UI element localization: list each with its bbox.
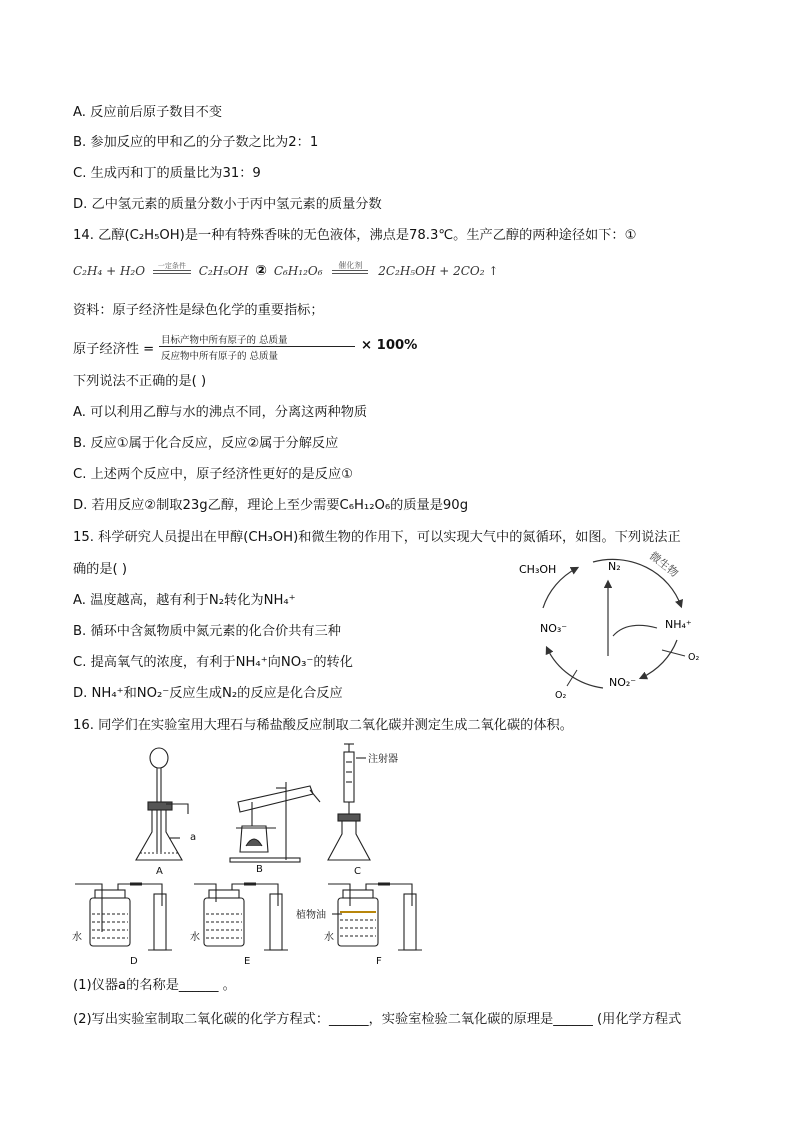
q14-equations <box>73 262 498 280</box>
label-water-f: 水 <box>324 932 334 943</box>
equation-2-products: 2C₂H₅OH + 2CO₂ ↑ <box>378 264 499 278</box>
apparatus-f <box>328 884 422 950</box>
q14-stem: 14. 乙醇(C₂H₅OH)是一种有特殊香味的无色液体，沸点是78.3℃。生产乙醇的两种途径如下：① <box>73 228 637 243</box>
n2-label: N₂ <box>608 560 621 573</box>
label-E: E <box>244 956 251 967</box>
label-vegetable-oil: 植物油 <box>296 910 326 921</box>
apparatus-c <box>328 744 370 860</box>
condition-1-label: 一定条件 <box>157 261 186 270</box>
label-water-d: 水 <box>72 932 82 943</box>
formula-lhs: 原子经济性 = <box>73 342 155 357</box>
q14-option-b: B. 反应①属于化合反应，反应②属于分解反应 <box>73 436 339 451</box>
q15-option-b: B. 循环中含氮物质中氮元素的化合价共有三种 <box>73 624 341 639</box>
equation-1-product: C₂H₅OH <box>198 264 249 278</box>
q14-info: 资料：原子经济性是绿色化学的重要指标； <box>73 303 324 318</box>
q15-stem-line2: 确的是( ) <box>73 562 128 577</box>
q13-option-c: C. 生成丙和丁的质量比为31：9 <box>73 166 261 181</box>
o2-right-line <box>662 650 685 656</box>
q16-sub2: (2)写出实验室制取二氧化碳的化学方程式：______，实验室检验二氧化碳的原理是______ (用化学方程式 <box>73 1012 682 1027</box>
q14-option-a: A. 可以利用乙醇与水的沸点不同，分离这两种物质 <box>73 405 368 420</box>
q16-stem: 16. 同学们在实验室用大理石与稀盐酸反应制取二氧化碳并测定生成二氧化碳的体积。 <box>73 718 573 733</box>
q14-question: 下列说法不正确的是( ) <box>73 374 207 389</box>
reaction-2-marker: ② <box>255 263 267 279</box>
apparatus-a <box>136 748 188 860</box>
label-C: C <box>354 866 361 877</box>
label-a-instrument: a <box>190 832 197 843</box>
q13-option-a: A. 反应前后原子数目不变 <box>73 105 223 120</box>
o2-bottom-line <box>567 670 577 686</box>
equation-1-reactants: C₂H₄ + H₂O <box>73 264 146 278</box>
label-A: A <box>156 866 163 877</box>
no3-label: NO₃⁻ <box>540 622 568 635</box>
nh4-label: NH₄⁺ <box>665 618 692 631</box>
q14-option-d: D. 若用反应②制取23g乙醇，理论上至少需要C₆H₁₂O₆的质量是90g <box>73 498 469 513</box>
formula-numerator: 目标产物中所有原子的 总质量 <box>161 335 288 346</box>
label-D: D <box>130 956 138 967</box>
condition-2-label: 催化剂 <box>338 260 363 270</box>
label-B: B <box>256 864 263 875</box>
apparatus-figure <box>70 742 480 968</box>
apparatus-d <box>75 884 172 950</box>
nh4-branch-line <box>613 625 657 636</box>
q15-option-a: A. 温度越高，越有利于N₂转化为NH₄⁺ <box>73 593 296 608</box>
label-syringe: 注射器 <box>368 754 398 765</box>
nitrogen-cycle-diagram <box>505 548 727 708</box>
apparatus-b <box>230 782 320 862</box>
ch3oh-label: CH₃OH <box>519 563 557 576</box>
apparatus-e <box>194 884 288 950</box>
q15-option-c: C. 提高氧气的浓度，有利于NH₄⁺向NO₃⁻的转化 <box>73 655 353 670</box>
microbe-label: 微生物 <box>646 549 681 580</box>
equation-2-reactant: C₆H₁₂O₆ <box>273 264 323 278</box>
o2-right-label: O₂ <box>688 652 700 663</box>
q13-option-b: B. 参加反应的甲和乙的分子数之比为2：1 <box>73 135 319 150</box>
o2-bottom-label: O₂ <box>555 690 567 701</box>
q13-option-d: D. 乙中氢元素的质量分数小于丙中氢元素的质量分数 <box>73 197 382 212</box>
label-water-e: 水 <box>190 932 200 943</box>
q14-option-c: C. 上述两个反应中，原子经济性更好的是反应① <box>73 467 353 482</box>
fraction-bar <box>159 346 355 347</box>
no2-label: NO₂⁻ <box>609 676 637 689</box>
label-F: F <box>376 956 382 967</box>
arc-nh4-to-no2 <box>641 640 677 678</box>
q15-stem-line1: 15. 科学研究人员提出在甲醇(CH₃OH)和微生物的作用下，可以实现大气中的氮循环，如图。下列说法正 <box>73 530 681 545</box>
q15-option-d: D. NH₄⁺和NO₂⁻反应生成N₂的反应是化合反应 <box>73 686 343 701</box>
arc-no2-to-no3 <box>547 648 603 688</box>
formula-denominator: 反应物中所有原子的 总质量 <box>161 351 279 362</box>
condition-arrow-1 <box>151 261 193 278</box>
formula-rhs: × 100% <box>361 338 418 353</box>
condition-arrow-2 <box>330 260 370 278</box>
q16-sub1: (1)仪器a的名称是______ 。 <box>73 978 236 993</box>
